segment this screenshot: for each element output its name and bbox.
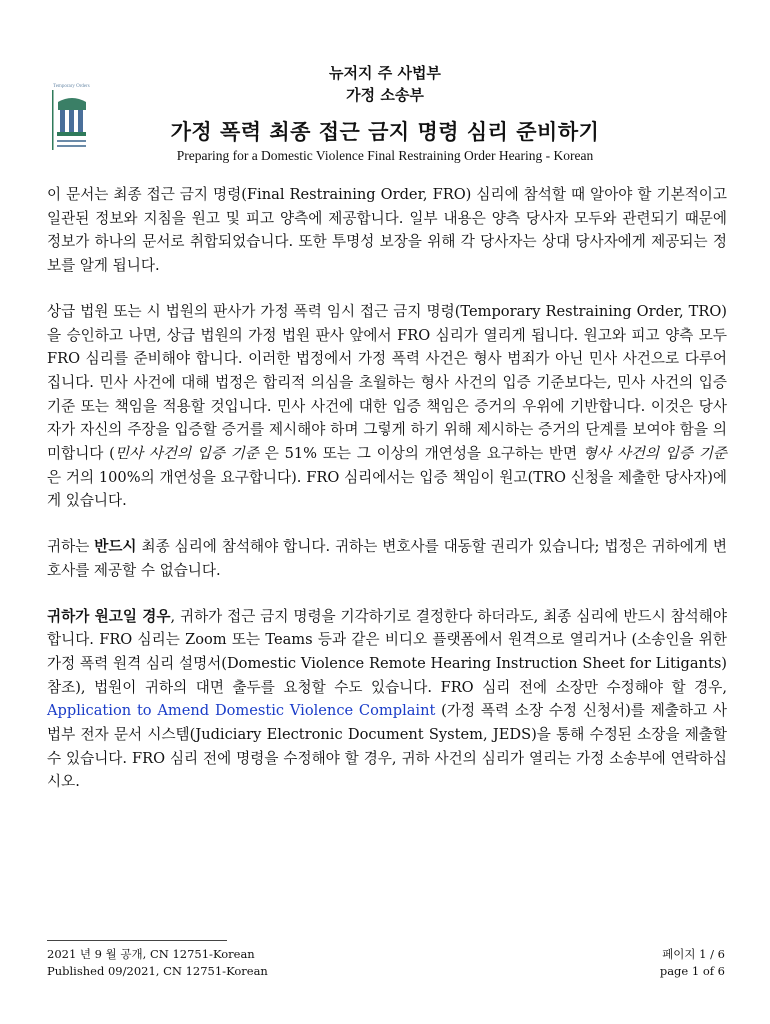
document-header <box>0 62 770 106</box>
paragraph-plaintiff: 귀하가 원고일 경우, 귀하가 접근 금지 명령을 기각하기로 결정한다 하더라도, 최종 심리에 반드시 참석해야 합니다. FRO 심리는 Zoom 또는 Teams 등과 같은 비디오 플랫폼에서 원격으로 열리거나 (소송인을 위한 가정 폭력 원격 심리 설명서(Domestic Violence Remote Hearing Instruction Sheet for Litigants) 참조), 법원이 귀하의 대면 출두를 요청할 수도 있습니다. FRO 심리 전에 소장만 수정해야 할 경우, Application to Amend Domestic Violence Complaint (가정 폭력 소장 수정 신청서)를 제출하고 사법부 전자 문서 시스템(Judiciary Electronic Document System, JEDS)을 통해 수정된 소장을 제출할 수 있습니다. FRO 심리 전에 명령을 수정해야 할 경우, 귀하 사건의 심리가 열리는 가정 소송부에 연락하십시오. <box>47 607 727 791</box>
footer-divider <box>47 940 227 941</box>
paragraph-burden-of-proof: 상급 법원 또는 시 법원의 판사가 가정 폭력 임시 접근 금지 명령(Temporary Restraining Order, TRO)을 승인하고 나면, 상급 법원의 가정 법원 판사 앞에서 FRO 심리가 열리게 됩니다. 원고와 피고 양측 모두 FRO 심리를 준비해야 합니다. 이러한 법정에서 가정 폭력 사건은 형사 범죄가 아닌 민사 사건으로 다루어집니다. 민사 사건에 대해 법정은 합리적 의심을 초월하는 형사 사건의 입증 기준보다는, 민사 사건의 입증 기준 또는 책임을 적용할 것입니다. 민사 사건에 대한 입증 책임은 증거의 우위에 기반합니다. 이것은 당사자가 자신의 주장을 입증할 증거를 제시해야 하며 그렇게 하기 위해 제시하는 증거의 단계를 보여야 함을 의미합니다 (민사 사건의 입증 기준 은 51% 또는 그 이상의 개연성을 요구하는 반면 형사 사건의 입증 기준 은 거의 100%의 개연성을 요구합니다). FRO 심리에서는 입증 책임이 원고(TRO 신청을 제출한 당사자)에게 있습니다. <box>47 302 728 510</box>
amend-complaint-link[interactable]: Application to Amend Domestic Violence Complaint <box>47 702 436 720</box>
department-name: 뉴저지 주 사법부 <box>329 64 441 82</box>
footer-publication: 2021 년 9 월 공개, CN 12751-Korean Published 09/2021, CN 12751-Korean <box>47 947 268 978</box>
logo-lettering: Temporary Orders <box>53 84 90 89</box>
paragraph-attendance: 귀하는 반드시 최종 심리에 참석해야 합니다. 귀하는 변호사를 대동할 권리가 있습니다; 법정은 귀하에게 변호사를 제공할 수 없습니다. <box>47 538 727 579</box>
document-subtitle: Preparing for a Domestic Violence Final Restraining Order Hearing - Korean <box>176 148 594 163</box>
document-body <box>47 183 727 816</box>
footer-page-number: 페이지 1 / 6 page 1 of 6 <box>659 947 725 978</box>
division-name: 가정 소송부 <box>346 86 424 104</box>
document-title: 가정 폭력 최종 접근 금지 명령 심리 준비하기 <box>170 119 600 144</box>
paragraph-intro: 이 문서는 최종 접근 금지 명령(Final Restraining Order, FRO) 심리에 참석할 때 알아야 할 기본적이고 일관된 정보와 지침을 원고 및 피고 양측에 제공합니다. 일부 내용은 양측 당사자 모두와 관련되기 때문에 정보가 하나의 문서로 취합되었습니다. 또한 투명성 보장을 위해 각 당사자는 상대 당사자에게 제공되는 정보를 알게 됩니다. <box>47 186 727 275</box>
